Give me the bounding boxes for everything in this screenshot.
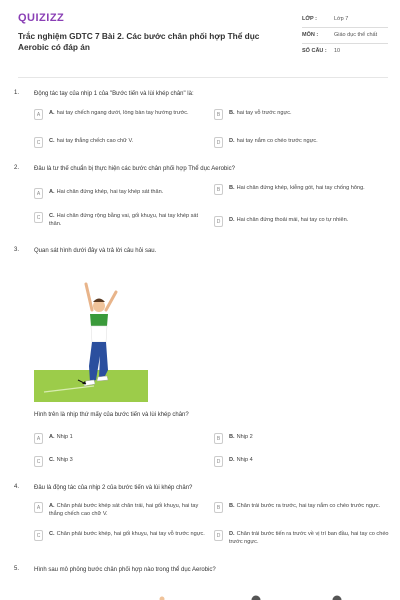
figure-head (333, 596, 342, 600)
option-letter-box: C (34, 456, 43, 467)
option-letter-box: A (34, 109, 43, 120)
option-letter-box: B (214, 109, 223, 120)
shirt-bottom (91, 326, 107, 342)
option-label: A. (49, 503, 55, 509)
option-letter-box: D (214, 216, 223, 227)
option-label: C. (49, 531, 55, 537)
question-text: Đâu là tư thế chuẩn bị thực hiện các bước chân phối hợp Thể dục Aerobic? (34, 166, 235, 172)
info-key: SỐ CÂU : (302, 48, 327, 54)
option-text: Chân trái bước ra trước, hai tay nắm co chéo trước ngực. (236, 503, 381, 509)
question-number: 2. (14, 165, 20, 171)
option-label: A. (49, 434, 55, 440)
option-a[interactable] (34, 189, 212, 199)
option-text: hai tay nắm co chéo trước ngực. (236, 138, 318, 144)
info-row-count (302, 44, 388, 59)
option-letter-box: C (34, 137, 43, 148)
question-text: Hình sau mô phỏng bước chân phối hợp nào trong thể dục Aerobic? (34, 567, 216, 573)
right-arm (106, 292, 116, 310)
option-label: D. (229, 217, 235, 223)
right-shoe (97, 376, 108, 381)
question-subtext: Hình trên là nhịp thứ mấy của bước tiến và lùi khép chân? (34, 412, 189, 418)
option-d[interactable] (214, 217, 392, 227)
option-b[interactable] (214, 434, 392, 444)
question-2 (14, 165, 386, 240)
worksheet-header (18, 12, 388, 84)
info-key: MÔN : (302, 32, 319, 38)
option-label: C. (49, 213, 55, 219)
info-value: Giáo dục thể chất (334, 32, 378, 38)
question-number: 4. (14, 484, 20, 490)
option-a[interactable] (34, 434, 212, 444)
option-letter-box: B (214, 184, 223, 195)
option-text: Chân phải bước khép sát chân trái, hai gối khuỵu, hai tay thẳng chếch cao chữ V. (49, 503, 199, 517)
aerobic-figure (34, 280, 148, 402)
question-number: 5. (14, 566, 20, 572)
option-text: Nhịp 4 (236, 457, 253, 463)
info-row-subject (302, 28, 388, 44)
question-4 (14, 484, 389, 556)
option-letter-box: D (214, 137, 223, 148)
question-number: 1. (14, 90, 20, 96)
info-value: 10 (334, 48, 341, 54)
option-d[interactable] (214, 457, 392, 467)
option-a[interactable] (34, 110, 212, 120)
option-letter-box: B (214, 433, 223, 444)
figure-head (160, 597, 165, 600)
option-text: hai tay thẳng chếch cao chữ V. (56, 138, 134, 144)
option-label: B. (229, 434, 235, 440)
option-text: Hai chân đứng thoải mái, hai tay co tự nhiên. (236, 217, 349, 223)
option-label: B. (229, 503, 235, 509)
question-5-figures (0, 591, 400, 600)
option-text: hai tay chếch ngang dưới, lòng bàn tay hướng trước. (56, 110, 189, 116)
option-d[interactable] (214, 531, 392, 546)
option-text: Hai chân đứng khép, kiễng gót, hai tay chống hông. (236, 185, 365, 191)
question-text: Đâu là động tác của nhịp 2 của bước tiến và lùi khép chân? (34, 485, 193, 491)
question-text: Động tác tay của nhịp 1 của "Bước tiến và lùi khép chân" là: (34, 91, 194, 97)
option-b[interactable] (214, 110, 392, 120)
option-label: D. (229, 138, 235, 144)
option-label: D. (229, 531, 235, 537)
shirt-top (90, 314, 108, 326)
option-letter-box: A (34, 188, 43, 199)
info-key: LỚP : (302, 16, 317, 22)
question-1 (14, 90, 386, 160)
option-text: Hai chân đứng khép, hai tay khép sát thân. (56, 189, 164, 195)
option-b[interactable] (214, 503, 392, 513)
worksheet-info (302, 12, 388, 59)
option-c[interactable] (34, 457, 212, 467)
option-letter-box: C (34, 530, 43, 541)
worksheet-title: Trắc nghiệm GDTC 7 Bài 2. Các bước chân phối hợp Thể dục Aerobic có đáp án (18, 31, 260, 52)
quizizz-logo: QUIZIZZ (18, 12, 65, 24)
option-b[interactable] (214, 185, 392, 195)
info-row-grade (302, 12, 388, 28)
header-divider (18, 77, 388, 78)
option-text: hai tay vỗ trước ngực. (236, 110, 292, 116)
option-letter-box: B (214, 502, 223, 513)
option-text: Hai chân đứng rộng bằng vai, gối khuỵu, hai tay khép sát thân. (49, 213, 199, 227)
option-label: B. (229, 185, 235, 191)
question-text: Quan sát hình dưới đây và trả lời câu hỏi sau. (34, 248, 157, 254)
option-label: A. (49, 189, 55, 195)
figure-head (252, 596, 261, 600)
option-label: B. (229, 110, 235, 116)
option-letter-box: A (34, 433, 43, 444)
option-label: C. (49, 457, 55, 463)
question-number: 3. (14, 247, 20, 253)
option-text: Nhịp 2 (236, 434, 253, 440)
option-label: D. (229, 457, 235, 463)
option-label: A. (49, 110, 55, 116)
option-letter-box: C (34, 212, 43, 223)
option-c[interactable] (34, 213, 212, 228)
option-text: Chân phải bước khép, hai gối khuỵu, hai tay vỗ trước ngực. (56, 531, 205, 537)
option-a[interactable] (34, 503, 212, 518)
option-c[interactable] (34, 138, 212, 148)
option-letter-box: D (214, 456, 223, 467)
option-label: C. (49, 138, 55, 144)
option-text: Nhịp 1 (56, 434, 73, 440)
left-arm (86, 284, 92, 310)
option-c[interactable] (34, 531, 212, 541)
option-d[interactable] (214, 138, 392, 148)
option-text: Chân trái bước tiến ra trước về vị trí ban đầu, hai tay co chéo trước ngực. (229, 531, 389, 545)
hair (93, 299, 105, 303)
info-value: Lớp 7 (334, 16, 349, 22)
option-text: Nhịp 3 (56, 457, 73, 463)
option-letter-box: D (214, 530, 223, 541)
option-letter-box: A (34, 502, 43, 513)
